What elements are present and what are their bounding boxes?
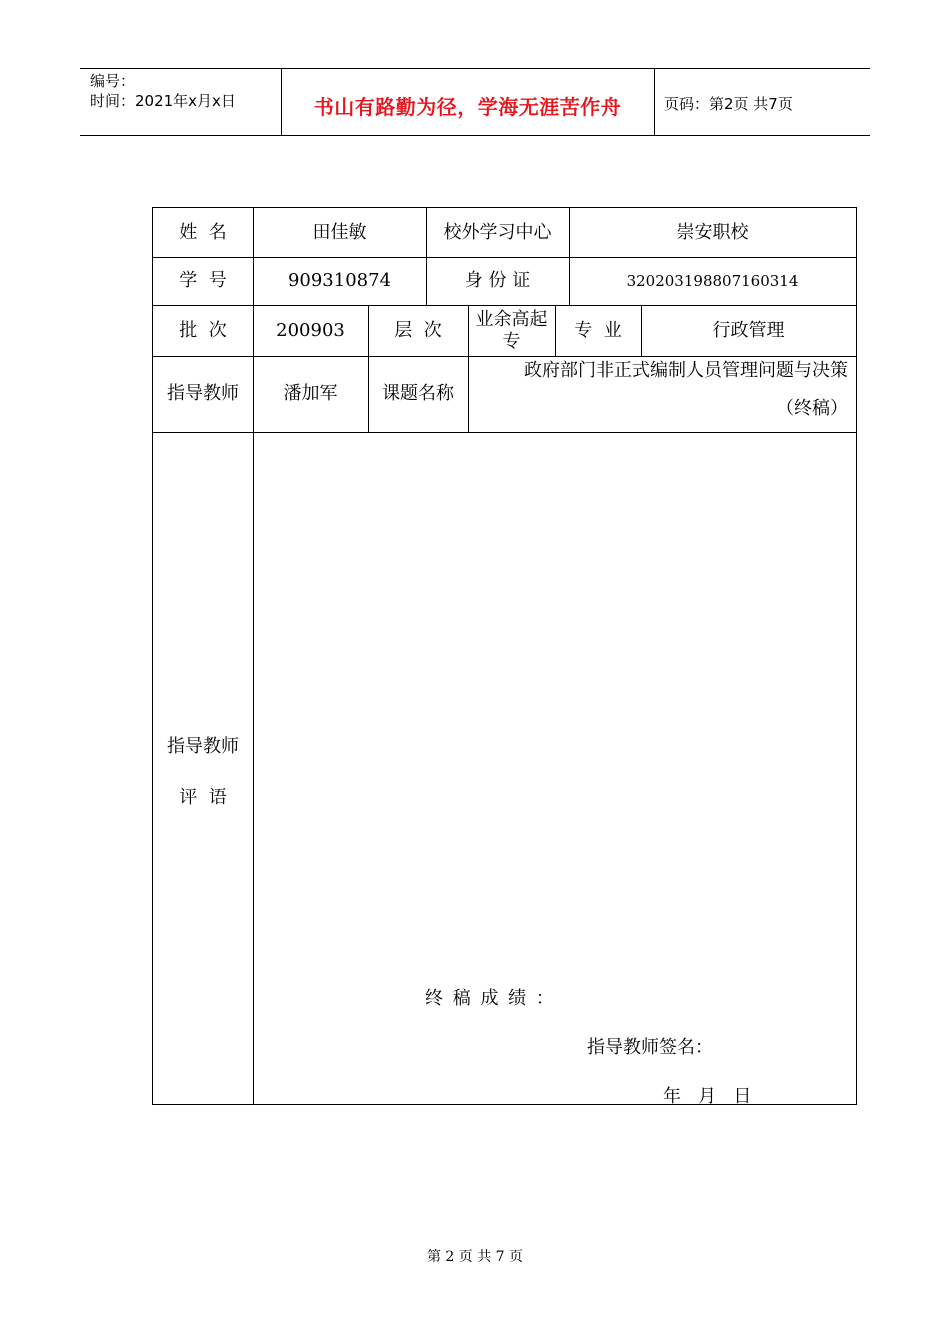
page-footer: 第 2 页 共 7 页 bbox=[426, 1249, 524, 1265]
study-center-label: 校外学习中心 bbox=[443, 221, 552, 243]
student-number-value: 909310874 bbox=[287, 270, 392, 291]
name-label: 姓 名 bbox=[179, 221, 227, 243]
level-value-line1: 业余高起 bbox=[475, 308, 548, 330]
header-divider-right bbox=[654, 68, 655, 135]
topic-value-line1: 政府部门非正式编制人员管理问题与决策 bbox=[524, 360, 848, 381]
motto: 书山有路勤为径，学海无涯苦作舟 bbox=[313, 95, 622, 119]
id-card-label: 身 份 证 bbox=[464, 270, 531, 291]
id-card-value: 320203198807160314 bbox=[626, 272, 799, 290]
major-label: 专 业 bbox=[574, 319, 622, 341]
date-label: 年 月 日 bbox=[663, 1086, 752, 1107]
batch-value: 200903 bbox=[276, 319, 345, 341]
header-bottom-rule bbox=[80, 135, 870, 136]
major-value: 行政管理 bbox=[712, 319, 785, 341]
advisor-label: 指导教师 bbox=[167, 383, 239, 404]
evaluation-form bbox=[152, 207, 857, 1105]
name-value: 田佳敏 bbox=[312, 221, 367, 243]
advisor-signature-label: 指导教师签名： bbox=[587, 1037, 713, 1058]
comments-label-line2: 评 语 bbox=[179, 787, 227, 808]
topic-value bbox=[468, 356, 856, 432]
topic-value-line2: （终稿） bbox=[776, 398, 848, 419]
final-grade-label: 终 稿 成 绩 ： bbox=[425, 988, 556, 1009]
serial-number-label: 编号： bbox=[90, 72, 136, 90]
level-value-line2: 专 bbox=[502, 330, 521, 352]
level-label: 层 次 bbox=[394, 319, 442, 341]
comments-label-line1: 指导教师 bbox=[167, 736, 239, 757]
header-top-rule bbox=[80, 68, 870, 69]
study-center-value: 崇安职校 bbox=[676, 221, 749, 243]
comments-label bbox=[153, 432, 253, 1104]
page-indicator: 页码：第2页 共7页 bbox=[664, 95, 793, 113]
topic-label: 课题名称 bbox=[382, 383, 454, 404]
level-value bbox=[468, 305, 555, 356]
student-number-label: 学 号 bbox=[179, 270, 227, 291]
batch-label: 批 次 bbox=[179, 319, 227, 341]
time-label: 时间：2021年x月x日 bbox=[90, 92, 236, 110]
advisor-value: 潘加军 bbox=[283, 383, 338, 404]
comments-area[interactable] bbox=[253, 432, 856, 1107]
